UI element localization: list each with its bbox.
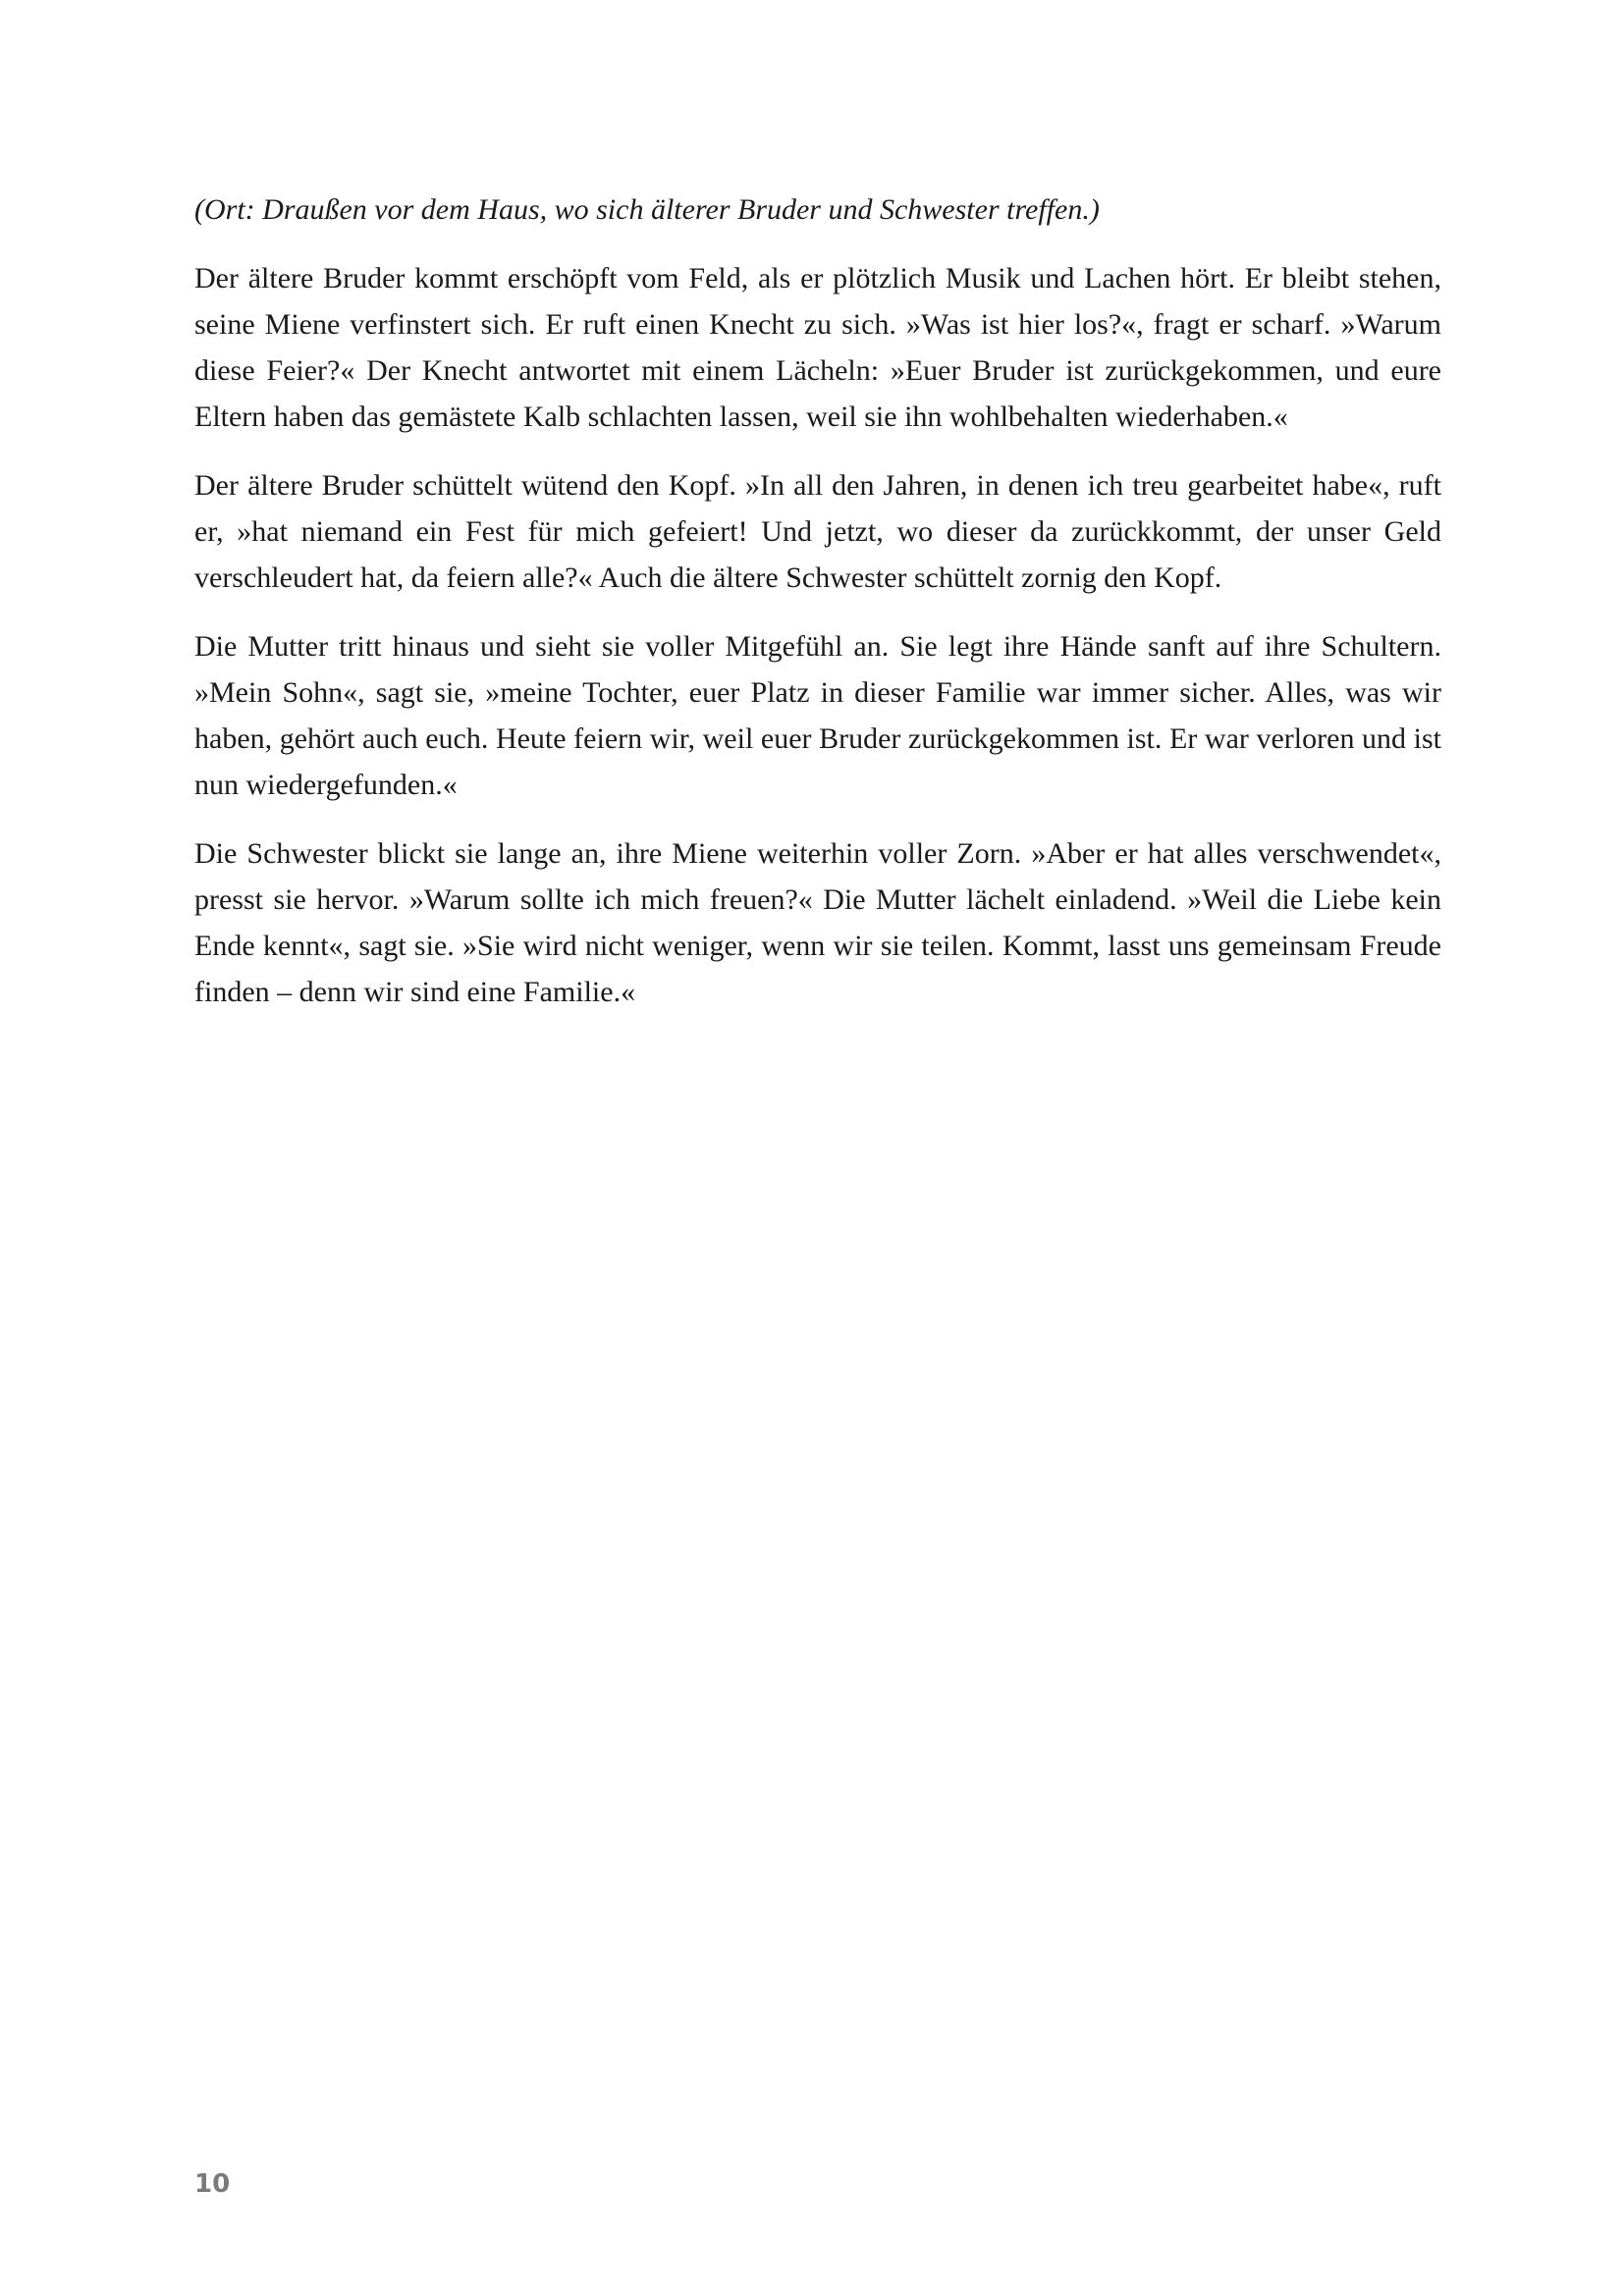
paragraph-3: Die Mutter tritt hinaus und sieht sie voller Mitgefühl an. Sie legt ihre Hände sanft auf ihre Schultern. »Mein Sohn«, sagt sie, »meine Tochter, euer Platz in dieser Familie war immer sicher. Alles, was wir haben, gehört auch euch. Heute feiern wir, weil euer Bruder zurückgekommen ist. Er war verloren und ist nun wiedergefunden.« bbox=[194, 630, 1441, 801]
paragraph-4: Die Schwester blickt sie lange an, ihre Miene weiterhin voller Zorn. »Aber er hat alles verschwendet«, presst sie hervor. »Warum sollte ich mich freuen?« Die Mutter lächelt einladend. »Weil die Liebe kein Ende kennt«, sagt sie. »Sie wird nicht weniger, wenn wir sie teilen. Kommt, lasst uns gemeinsam Freude finden – denn wir sind eine Familie.« bbox=[194, 837, 1441, 1008]
page-number: 10 bbox=[194, 2169, 231, 2199]
paragraph-1: Der ältere Bruder kommt erschöpft vom Feld, als er plötzlich Musik und Lachen hört. Er bleibt stehen, seine Miene verfinstert sich. Er ruft einen Knecht zu sich. »Was ist hier los?«, fragt er scharf. »Warum diese Feier?« Der Knecht antwortet mit einem Lächeln: »Euer Bruder ist zurückgekommen, und eure Eltern haben das gemästete Kalb schlachten lassen, weil sie ihn wohlbehalten wiederhaben.« bbox=[194, 262, 1441, 433]
body-text bbox=[194, 187, 1441, 1038]
paragraph-2: Der ältere Bruder schüttelt wütend den Kopf. »In all den Jahren, in denen ich treu gearbeitet habe«, ruft er, »hat niemand ein Fest für mich gefeiert! Und jetzt, wo dieser da zurückkommt, der unser Geld verschleudert hat, da feiern alle?« Auch die ältere Schwester schüttelt zornig den Kopf. bbox=[194, 469, 1441, 594]
stage-direction: (Ort: Draußen vor dem Haus, wo sich älterer Bruder und Schwester treffen.) bbox=[194, 193, 1100, 226]
